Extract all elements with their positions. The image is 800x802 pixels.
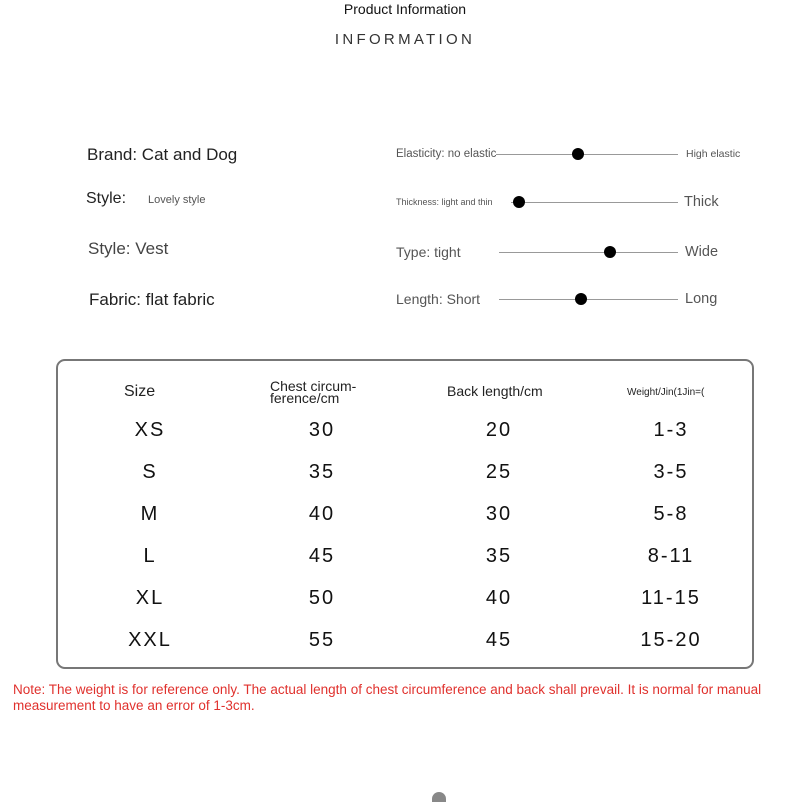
table-cell: 20: [485, 419, 513, 441]
scale-right-label: Long: [685, 291, 718, 307]
table-cell: 3-5: [653, 461, 689, 483]
table-cell: 40: [485, 587, 513, 609]
table-cell: 8-11: [647, 545, 695, 567]
table-cell: 45: [485, 629, 513, 651]
style-value: Lovely style: [148, 194, 206, 206]
page-title: Product Information: [343, 1, 467, 17]
brand-label: Brand: Cat and Dog: [87, 145, 238, 164]
table-cell: 35: [485, 545, 513, 567]
scale-track: [496, 154, 678, 155]
chest-header: Chest circum- ference/cm: [270, 378, 357, 406]
scale-right-label: High elastic: [686, 148, 741, 160]
table-cell: 45: [308, 545, 336, 567]
scale-knob: [572, 148, 584, 160]
scale-right-label: Wide: [685, 244, 719, 260]
table-cell: 40: [308, 503, 336, 525]
scale-knob: [604, 246, 616, 258]
scale-knob: [575, 293, 587, 305]
table-cell: 15-20: [640, 629, 702, 651]
back-length-header: Back length/cm: [447, 383, 543, 399]
table-cell: 11-15: [641, 587, 701, 609]
scale-left-label: Elasticity: no elastic: [396, 148, 497, 160]
table-cell: XL: [135, 587, 165, 609]
table-cell: XS: [134, 419, 166, 441]
scale-row: [396, 242, 756, 262]
table-cell: 30: [308, 419, 336, 441]
table-cell: 1-3: [653, 419, 689, 441]
scale-left-label: Length: Short: [396, 291, 481, 307]
table-cell: 25: [485, 461, 513, 483]
weight-header: Weight/Jin(1Jin=(: [627, 387, 705, 398]
scale-row: [396, 289, 756, 309]
style-type-label: Style: Vest: [88, 239, 169, 258]
size-header: Size: [124, 383, 156, 400]
scale-knob: [513, 196, 525, 208]
scale-left-label: Thickness: light and thin: [396, 197, 493, 207]
scale-left-label: Type: tight: [396, 244, 461, 260]
table-cell: 55: [308, 629, 336, 651]
table-cell: L: [143, 545, 157, 567]
scale-row: [396, 192, 756, 212]
scale-right-label: Thick: [684, 194, 719, 210]
table-cell: XXL: [128, 629, 172, 651]
style-row: [86, 190, 206, 208]
size-table: [56, 359, 754, 669]
scale-track: [511, 202, 678, 203]
table-cell: 50: [308, 587, 336, 609]
table-cell: 5-8: [653, 503, 689, 525]
page-subtitle: INFORMATION: [334, 31, 476, 48]
table-cell: 35: [308, 461, 336, 483]
table-cell: S: [142, 461, 158, 483]
scale-track: [499, 299, 678, 300]
fabric-label: Fabric: flat fabric: [89, 290, 215, 309]
decorative-mark: [432, 792, 446, 802]
table-cell: 30: [485, 503, 513, 525]
scale-track: [499, 252, 678, 253]
measurement-note: Note: The weight is for reference only. The actual length of chest circumference and back shall prevail. It is normal for manual measurement to have an error of 1-3cm.: [13, 682, 762, 713]
scale-row: [396, 144, 756, 164]
style-label: Style:: [86, 190, 127, 207]
table-cell: M: [140, 503, 160, 525]
